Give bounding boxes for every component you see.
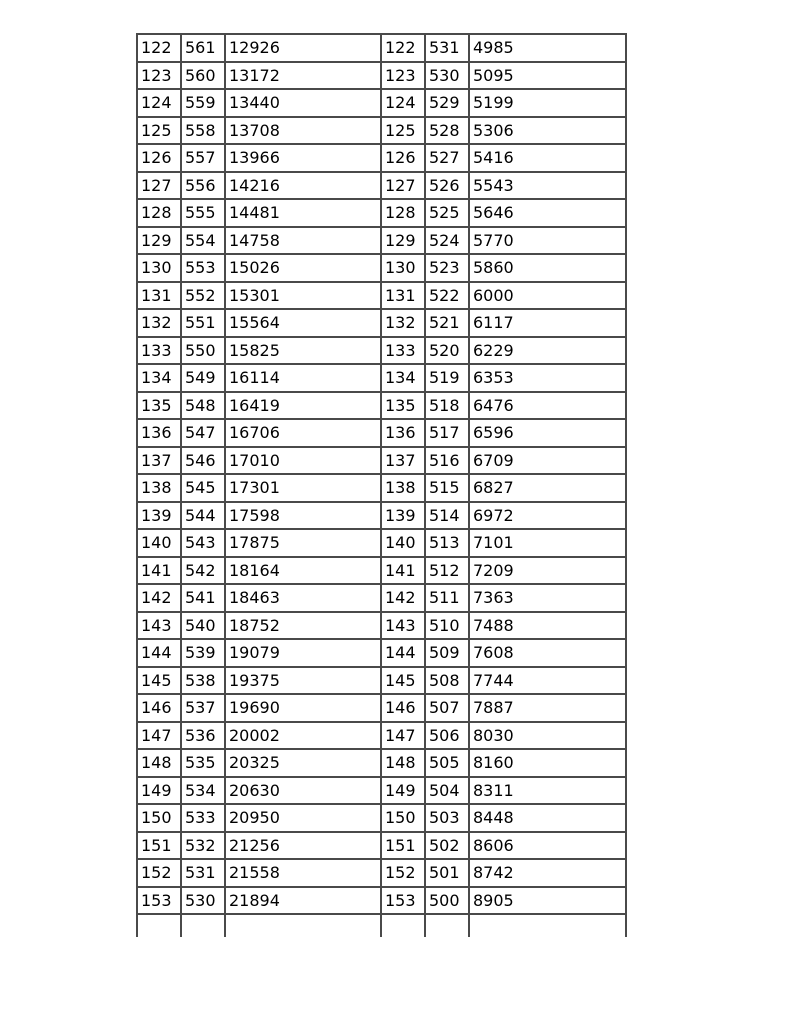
table-cell: 6827 — [469, 474, 626, 502]
table-cell: 7744 — [469, 667, 626, 695]
table-cell: 127 — [381, 172, 425, 200]
table-cell: 547 — [181, 419, 225, 447]
table-cell: 141 — [137, 557, 181, 585]
table-row — [137, 282, 626, 310]
table-row — [137, 639, 626, 667]
table-cell: 530 — [425, 62, 469, 90]
table-cell: 525 — [425, 199, 469, 227]
table-cell: 141 — [381, 557, 425, 585]
table-row — [137, 172, 626, 200]
table-cell: 146 — [137, 694, 181, 722]
table-cell: 137 — [381, 447, 425, 475]
table-cell: 554 — [181, 227, 225, 255]
table-cell: 17301 — [225, 474, 381, 502]
score-table — [136, 33, 627, 937]
table-cell: 556 — [181, 172, 225, 200]
table-cell: 136 — [381, 419, 425, 447]
table-cell: 140 — [381, 529, 425, 557]
table-cell: 18164 — [225, 557, 381, 585]
table-cell: 14216 — [225, 172, 381, 200]
table-cell: 540 — [181, 612, 225, 640]
table-cell: 5095 — [469, 62, 626, 90]
table-cell: 20630 — [225, 777, 381, 805]
table-cell: 19079 — [225, 639, 381, 667]
table-cell: 6000 — [469, 282, 626, 310]
table-cell: 515 — [425, 474, 469, 502]
table-cell: 534 — [181, 777, 225, 805]
table-cell: 7209 — [469, 557, 626, 585]
table-cell: 145 — [381, 667, 425, 695]
table-row — [137, 144, 626, 172]
table-cell: 544 — [181, 502, 225, 530]
table-cell: 516 — [425, 447, 469, 475]
table-cell: 559 — [181, 89, 225, 117]
table-cell: 523 — [425, 254, 469, 282]
table-cell: 509 — [425, 639, 469, 667]
table-cell: 17875 — [225, 529, 381, 557]
table-cell: 517 — [425, 419, 469, 447]
table-cell: 549 — [181, 364, 225, 392]
table-cell: 15825 — [225, 337, 381, 365]
table-cell: 548 — [181, 392, 225, 420]
table-cell: 126 — [381, 144, 425, 172]
table-cell: 518 — [425, 392, 469, 420]
table-cell: 136 — [137, 419, 181, 447]
table-cell: 149 — [381, 777, 425, 805]
table-cell: 123 — [137, 62, 181, 90]
table-cell: 20002 — [225, 722, 381, 750]
table-cell: 6709 — [469, 447, 626, 475]
table-cell: 122 — [381, 34, 425, 62]
table-row — [137, 804, 626, 832]
table-cell-empty — [469, 914, 626, 937]
table-cell: 143 — [381, 612, 425, 640]
table-row — [137, 34, 626, 62]
table-cell: 526 — [425, 172, 469, 200]
table-cell: 150 — [137, 804, 181, 832]
table-cell: 8448 — [469, 804, 626, 832]
table-cell: 5416 — [469, 144, 626, 172]
table-cell: 561 — [181, 34, 225, 62]
table-cell: 124 — [381, 89, 425, 117]
table-cell: 551 — [181, 309, 225, 337]
table-cell-empty — [381, 914, 425, 937]
table-cell: 137 — [137, 447, 181, 475]
table-cell: 538 — [181, 667, 225, 695]
table-cell: 535 — [181, 749, 225, 777]
table-cell: 7101 — [469, 529, 626, 557]
table-row — [137, 777, 626, 805]
table-cell: 520 — [425, 337, 469, 365]
table-cell: 130 — [137, 254, 181, 282]
table-cell: 133 — [137, 337, 181, 365]
table-row — [137, 227, 626, 255]
table-row — [137, 557, 626, 585]
table-cell: 125 — [137, 117, 181, 145]
table-row — [137, 887, 626, 915]
table-cell: 16706 — [225, 419, 381, 447]
table-row — [137, 117, 626, 145]
table-cell: 536 — [181, 722, 225, 750]
table-cell: 150 — [381, 804, 425, 832]
table-cell: 13966 — [225, 144, 381, 172]
table-cell: 529 — [425, 89, 469, 117]
table-cell: 132 — [137, 309, 181, 337]
table-cell: 133 — [381, 337, 425, 365]
table-cell: 528 — [425, 117, 469, 145]
table-cell: 537 — [181, 694, 225, 722]
table-cell: 12926 — [225, 34, 381, 62]
table-cell: 7887 — [469, 694, 626, 722]
table-cell: 21256 — [225, 832, 381, 860]
table-cell: 514 — [425, 502, 469, 530]
table-cell: 15026 — [225, 254, 381, 282]
table-cell: 7608 — [469, 639, 626, 667]
table-row — [137, 584, 626, 612]
table-cell: 539 — [181, 639, 225, 667]
table-cell: 134 — [137, 364, 181, 392]
table-cell: 5860 — [469, 254, 626, 282]
table-cell: 500 — [425, 887, 469, 915]
table-cell: 145 — [137, 667, 181, 695]
table-cell: 5646 — [469, 199, 626, 227]
table-cell: 510 — [425, 612, 469, 640]
table-cell: 527 — [425, 144, 469, 172]
table-cell: 128 — [137, 199, 181, 227]
table-cell: 505 — [425, 749, 469, 777]
table-cell: 15564 — [225, 309, 381, 337]
table-cell: 522 — [425, 282, 469, 310]
table-row — [137, 749, 626, 777]
table-cell: 521 — [425, 309, 469, 337]
table-cell: 6596 — [469, 419, 626, 447]
table-cell: 8606 — [469, 832, 626, 860]
table-body — [137, 34, 626, 937]
table-cell: 147 — [137, 722, 181, 750]
table-row — [137, 62, 626, 90]
table-cell: 139 — [381, 502, 425, 530]
table-cell: 152 — [381, 859, 425, 887]
table-cell: 531 — [181, 859, 225, 887]
table-cell: 142 — [381, 584, 425, 612]
table-cell: 531 — [425, 34, 469, 62]
table-cell: 125 — [381, 117, 425, 145]
table-cell: 135 — [381, 392, 425, 420]
table-cell: 131 — [381, 282, 425, 310]
table-cell: 560 — [181, 62, 225, 90]
table-cell: 21558 — [225, 859, 381, 887]
table-cell: 131 — [137, 282, 181, 310]
table-row — [137, 447, 626, 475]
table-row — [137, 832, 626, 860]
score-table-sheet — [136, 33, 625, 1003]
table-row — [137, 694, 626, 722]
table-row — [137, 474, 626, 502]
table-cell: 17010 — [225, 447, 381, 475]
table-cell: 16419 — [225, 392, 381, 420]
table-cell: 135 — [137, 392, 181, 420]
table-cell: 507 — [425, 694, 469, 722]
table-cell: 7363 — [469, 584, 626, 612]
table-cell: 17598 — [225, 502, 381, 530]
table-cell: 553 — [181, 254, 225, 282]
table-cell: 501 — [425, 859, 469, 887]
table-cell: 550 — [181, 337, 225, 365]
table-row — [137, 667, 626, 695]
table-cell: 128 — [381, 199, 425, 227]
table-cell: 15301 — [225, 282, 381, 310]
table-cell: 20325 — [225, 749, 381, 777]
table-cell: 151 — [137, 832, 181, 860]
table-cell: 508 — [425, 667, 469, 695]
table-row — [137, 612, 626, 640]
table-cell: 14758 — [225, 227, 381, 255]
table-cell: 132 — [381, 309, 425, 337]
table-cell: 148 — [381, 749, 425, 777]
table-cell: 16114 — [225, 364, 381, 392]
table-cell: 138 — [381, 474, 425, 502]
table-cell: 147 — [381, 722, 425, 750]
table-cell: 138 — [137, 474, 181, 502]
table-cell: 13440 — [225, 89, 381, 117]
table-cell: 6229 — [469, 337, 626, 365]
table-cell-empty — [181, 914, 225, 937]
table-cell: 14481 — [225, 199, 381, 227]
table-cell: 144 — [381, 639, 425, 667]
table-cell: 7488 — [469, 612, 626, 640]
table-cell: 8742 — [469, 859, 626, 887]
table-cell: 139 — [137, 502, 181, 530]
table-cell: 129 — [137, 227, 181, 255]
table-cell: 543 — [181, 529, 225, 557]
table-row — [137, 722, 626, 750]
table-cell: 152 — [137, 859, 181, 887]
table-cell: 5770 — [469, 227, 626, 255]
table-cell: 6476 — [469, 392, 626, 420]
table-cell: 21894 — [225, 887, 381, 915]
table-row — [137, 529, 626, 557]
table-row — [137, 199, 626, 227]
table-cell: 134 — [381, 364, 425, 392]
table-cell: 8160 — [469, 749, 626, 777]
table-cell: 4985 — [469, 34, 626, 62]
table-cell: 126 — [137, 144, 181, 172]
table-row — [137, 392, 626, 420]
table-row — [137, 502, 626, 530]
table-cell: 129 — [381, 227, 425, 255]
table-cell: 153 — [381, 887, 425, 915]
table-cell: 552 — [181, 282, 225, 310]
table-cell: 143 — [137, 612, 181, 640]
table-cell: 6972 — [469, 502, 626, 530]
table-row — [137, 89, 626, 117]
table-cell: 504 — [425, 777, 469, 805]
table-cell: 8905 — [469, 887, 626, 915]
table-cell: 127 — [137, 172, 181, 200]
table-row — [137, 254, 626, 282]
table-cell: 148 — [137, 749, 181, 777]
table-cell: 153 — [137, 887, 181, 915]
table-cell: 144 — [137, 639, 181, 667]
table-cell: 130 — [381, 254, 425, 282]
table-cell: 502 — [425, 832, 469, 860]
table-cell: 506 — [425, 722, 469, 750]
table-row — [137, 364, 626, 392]
table-cell: 18463 — [225, 584, 381, 612]
table-row — [137, 859, 626, 887]
table-cell-empty — [425, 914, 469, 937]
table-cell: 149 — [137, 777, 181, 805]
table-cell: 557 — [181, 144, 225, 172]
table-cell: 8311 — [469, 777, 626, 805]
table-cell: 530 — [181, 887, 225, 915]
table-cell: 13172 — [225, 62, 381, 90]
table-cell: 6353 — [469, 364, 626, 392]
table-cell: 122 — [137, 34, 181, 62]
table-cell-empty — [137, 914, 181, 937]
table-cell: 512 — [425, 557, 469, 585]
table-cell: 19375 — [225, 667, 381, 695]
table-cell: 555 — [181, 199, 225, 227]
table-cell: 513 — [425, 529, 469, 557]
table-row — [137, 337, 626, 365]
table-row — [137, 309, 626, 337]
table-row-empty — [137, 914, 626, 937]
table-cell: 546 — [181, 447, 225, 475]
table-cell: 558 — [181, 117, 225, 145]
table-cell: 19690 — [225, 694, 381, 722]
table-cell: 151 — [381, 832, 425, 860]
table-cell: 20950 — [225, 804, 381, 832]
table-cell: 533 — [181, 804, 225, 832]
table-cell: 503 — [425, 804, 469, 832]
table-cell: 545 — [181, 474, 225, 502]
table-cell: 5543 — [469, 172, 626, 200]
table-cell: 6117 — [469, 309, 626, 337]
table-cell: 511 — [425, 584, 469, 612]
table-cell: 123 — [381, 62, 425, 90]
table-cell: 140 — [137, 529, 181, 557]
table-cell: 124 — [137, 89, 181, 117]
table-cell: 5306 — [469, 117, 626, 145]
table-cell: 13708 — [225, 117, 381, 145]
table-cell: 8030 — [469, 722, 626, 750]
table-cell: 142 — [137, 584, 181, 612]
table-cell: 541 — [181, 584, 225, 612]
table-cell: 18752 — [225, 612, 381, 640]
table-row — [137, 419, 626, 447]
table-cell: 5199 — [469, 89, 626, 117]
table-cell-empty — [225, 914, 381, 937]
table-cell: 146 — [381, 694, 425, 722]
table-cell: 524 — [425, 227, 469, 255]
table-cell: 519 — [425, 364, 469, 392]
table-cell: 532 — [181, 832, 225, 860]
table-cell: 542 — [181, 557, 225, 585]
